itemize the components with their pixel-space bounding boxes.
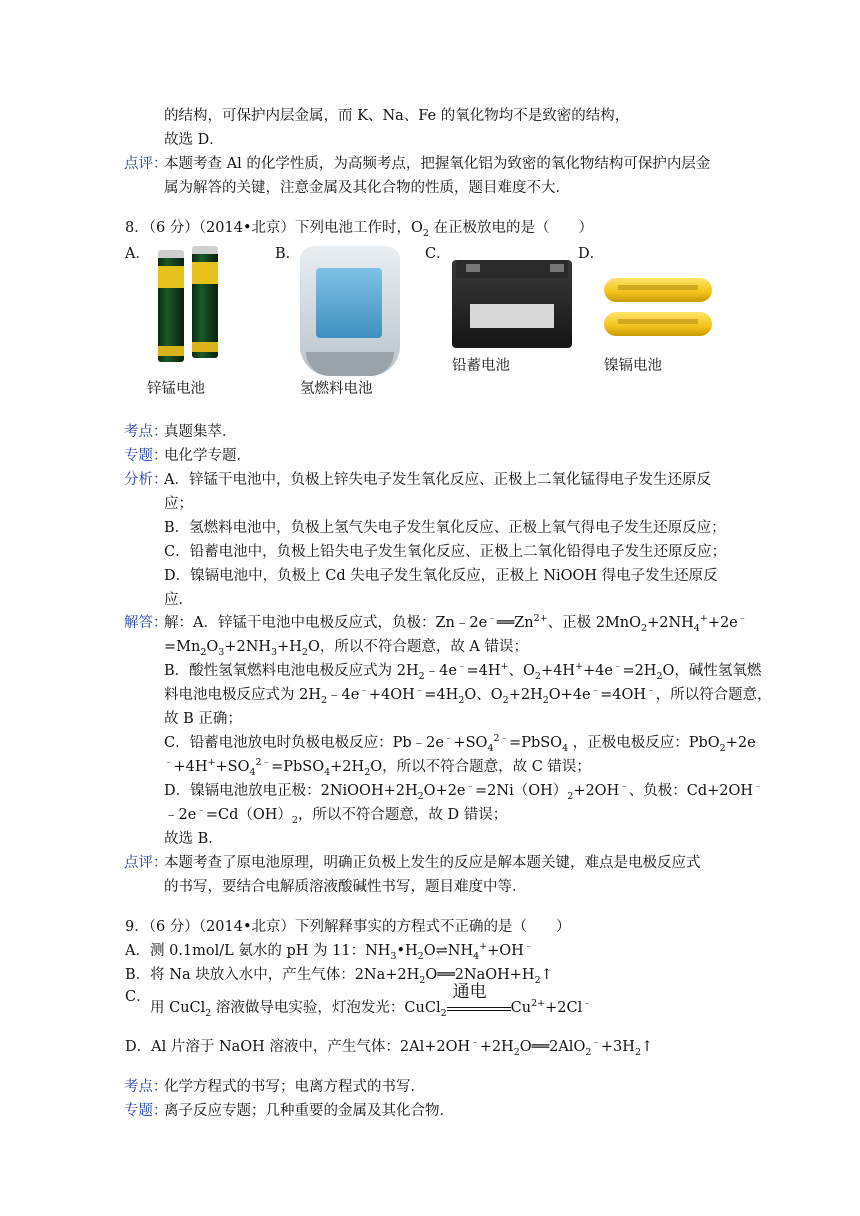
solution-line: C．铅蓄电池放电时负极电极反应：$Pb﹣2e^﹣+SO_4^{2﹣}=PbSO_4$ ，正极电极反应：PbO$_2$+2e [164,733,756,754]
analysis-line: B．氢燃料电池中，负极上氢气失电子发生氧化反应、正极上氧气得电子发生还原反应； [164,520,726,536]
reaction-condition: 通电 [452,982,487,1002]
hydrogen-fuel-cell-image [300,246,400,376]
text-line: 本题考查 Al 的化学性质，为高频考点，把握氧化铝为致密的氧化物结构可保护内层金 [164,156,711,172]
knowledge-point-label: 考点： [124,1079,168,1095]
solution-line: $^﹣+4H^++SO_4^{2﹣}=PbSO_4+2H_2O$，所以不符合题意，故 C 错误； [164,757,591,778]
option-b: B．将 Na 块放入水中，产生气体：$2Na+2H_2O══2NaOH+H_2↑$ [125,967,553,986]
text-line: 故选 D． [164,132,224,148]
knowledge-point-label: 考点： [124,424,168,440]
topic: 离子反应专题；几种重要的金属及其化合物． [164,1103,454,1119]
solution-line: 故 B 正确； [164,711,242,727]
option-b-label: B． [275,246,301,262]
lead-acid-battery-image [452,244,572,350]
option-a-caption: 锌锰电池 [147,381,205,397]
analysis-line: A．锌锰干电池中，负极上锌失电子发生氧化反应、正极上二氧化锰得电子发生还原反 [164,472,711,488]
analysis-line: D．镍镉电池中，负极上 Cd 失电子发生氧化反应，正极上 NiOOH 得电子发生还原反 [164,568,718,584]
knowledge-point: 化学方程式的书写；电离方程式的书写． [164,1079,425,1095]
zinc-manganese-battery-image [150,246,230,368]
option-c-label: C． [425,246,451,262]
text-line: 属为解答的关键，注意金属及其化合物的性质，题目难度不大． [164,180,570,196]
option-c-letter: C． [125,989,151,1005]
question-8-stem: 8．（6 分）（2014•北京）下列电池工作时，$O_2$ 在正极放电的是（ ） [125,220,594,239]
question-9-stem: 9．（6 分）（2014•北京）下列解释事实的方程式不正确的是（ ） [125,919,571,935]
review-line: 本题考查了原电池原理，明确正负极上发生的反应是解本题关键，难点是电极反应式 [164,855,701,871]
solution-line: B．酸性氢氧燃料电池电极反应式为 $2H_2﹣4e^﹣=4H^+$、$O_2+4H^++4e^﹣=2H_2O$，碱性氢氧燃 [164,661,762,682]
solution-label: 解答： [124,615,168,631]
solution-line: 解：A．锌锰干电池中电极反应式，负极：$Zn﹣2e^﹣══Zn^{2+}$、正极 $2MnO_2+2NH_4^++2e^﹣$ [164,613,748,634]
review-label: 点评： [124,855,168,871]
option-d-caption: 镍镉电池 [604,358,662,374]
topic: 电化学专题． [164,448,251,464]
option-b-caption: 氢燃料电池 [300,381,373,397]
analysis-line: 应． [164,592,193,608]
solution-line: $﹣2e^﹣=Cd(OH)_2$，所以不符合题意，故 D 错误； [164,805,508,826]
analysis-line: 应； [164,496,193,512]
nickel-cadmium-battery-image [604,274,714,340]
analysis-label: 分析： [124,472,168,488]
topic-label: 专题： [124,1103,168,1119]
knowledge-point: 真题集萃． [164,424,237,440]
option-a-label: A． [125,246,150,262]
review-line: 的书写，要结合电解质溶液酸碱性书写，题目难度中等． [164,879,527,895]
solution-line: 故选 B． [164,831,223,847]
solution-line: 料电池电极反应式为 $2H_2﹣4e^﹣+4OH^﹣=4H_2O$、$O_2+2H_2O+4e^﹣=4OH^﹣$，所以符合题意， [164,685,772,706]
option-c: 用 CuCl$_2$ 溶液做导电实验，灯泡发光：CuCl$_2$ 通电 $Cu^{2+}+2Cl^﹣$ [150,982,592,1019]
option-c-caption: 铅蓄电池 [452,358,510,374]
solution-line: $=Mn_2O_3+2NH_3+H_2O$，所以不符合题意，故 A 错误； [164,639,529,658]
review-label: 点评： [124,156,168,172]
option-a: A．测 0.1mol/L 氨水的 pH 为 11：$NH_3•H_2O\rightleftharpoons NH_4^++OH^﹣$ [125,941,534,962]
analysis-line: C．铅蓄电池中，负极上铅失电子发生氧化反应、正极上二氧化铅得电子发生还原反应； [164,544,727,560]
option-d-label: D． [578,246,605,262]
topic-label: 专题： [124,448,168,464]
option-d: D．Al 片溶于 NaOH 溶液中，产生气体：$2Al+2OH^﹣+2H_2O══2AlO_2^﹣+3H_2↑$ [125,1037,654,1058]
solution-line: D．镍镉电池放电正极：$2NiOOH+2H_2O+2e^﹣=2Ni(OH)_2+2OH^﹣$、负极：Cd+2OH﹣ [164,781,763,802]
text-line: 的结构，可保护内层金属，而 K、Na、Fe 的氧化物均不是致密的结构， [164,108,630,124]
